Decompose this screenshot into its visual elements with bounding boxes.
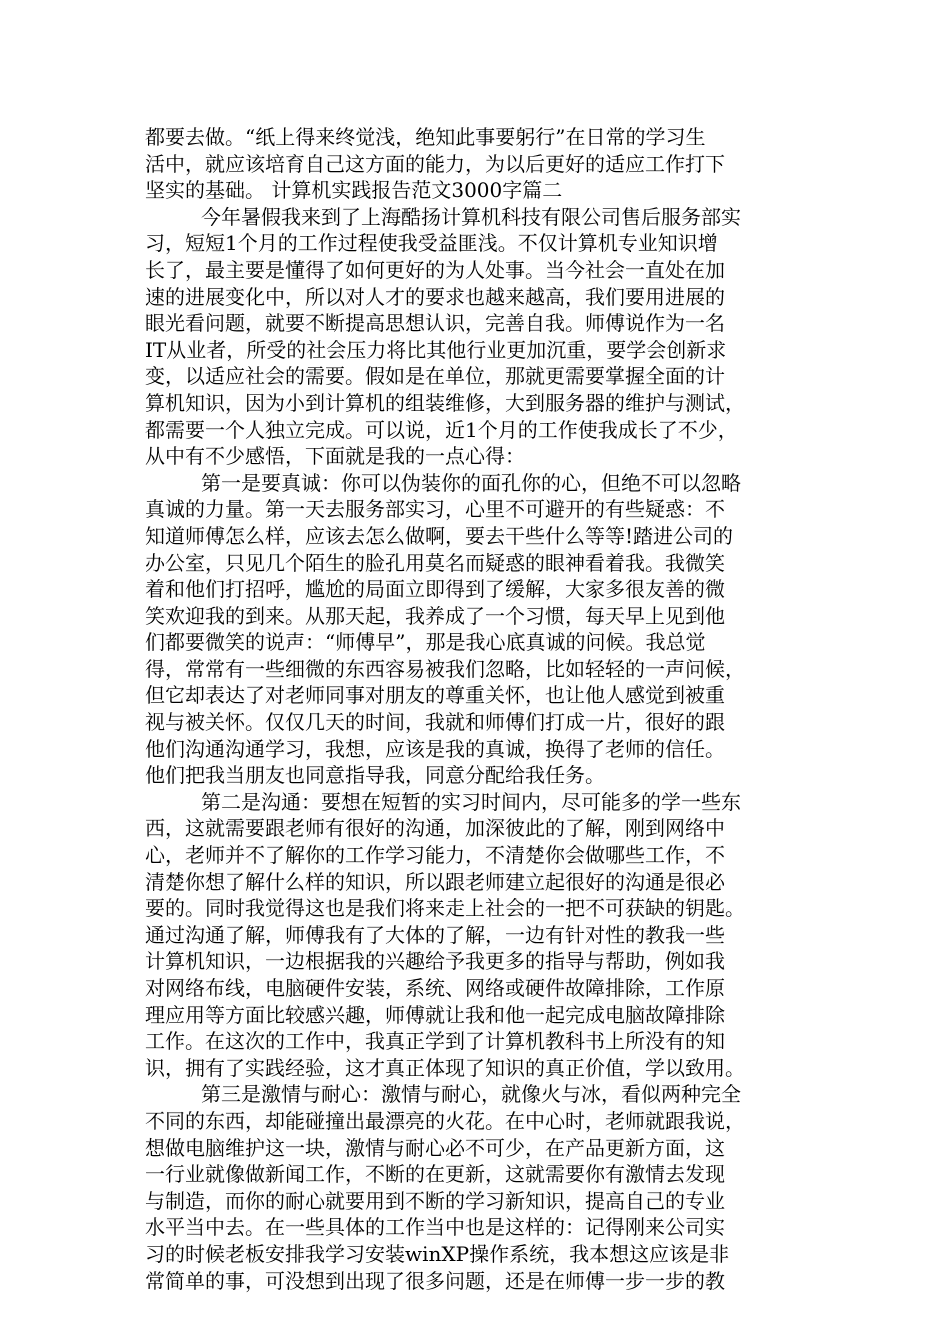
document-page bbox=[145, 124, 810, 1294]
text-line: 速的进展变化中，所以对人才的要求也越来越高，我们要用进展的 bbox=[145, 284, 725, 309]
text-line: 视与被关怀。仅仅几天的时间，我就和师傅们打成一片，很好的跟 bbox=[145, 710, 725, 735]
text-line: 笑欢迎我的到来。从那天起，我养成了一个习惯，每天早上见到他 bbox=[145, 603, 725, 628]
text-line: 着和他们打招呼，尴尬的局面立即得到了缓解，大家多很友善的微 bbox=[145, 577, 725, 602]
text-line: 第一是要真诚：你可以伪装你的面孔你的心，但绝不可以忽略 bbox=[201, 470, 741, 495]
text-line: 不同的东西，却能碰撞出最漂亮的火花。在中心时，老师就跟我说， bbox=[145, 1108, 745, 1133]
text-line: IT从业者，所受的社会压力将比其他行业更加沉重，要学会创新求 bbox=[145, 337, 727, 362]
text-line: 但它却表达了对老师同事对朋友的尊重关怀，也让他人感觉到被重 bbox=[145, 683, 725, 708]
text-line: 长了，最主要是懂得了如何更好的为人处事。当今社会一直处在加 bbox=[145, 257, 725, 282]
text-line: 他们把我当朋友也同意指导我，同意分配给我任务。 bbox=[145, 763, 605, 788]
text-line: 习，短短1个月的工作过程使我受益匪浅。不仅计算机专业知识增 bbox=[145, 231, 718, 256]
text-line: 今年暑假我来到了上海酷扬计算机科技有限公司售后服务部实 bbox=[201, 204, 741, 229]
text-line: 识，拥有了实践经验，这才真正体现了知识的真正价值，学以致用。 bbox=[145, 1055, 745, 1080]
text-line: 想做电脑维护这一块，激情与耐心必不可少，在产品更新方面，这 bbox=[145, 1135, 725, 1160]
text-line: 清楚你想了解什么样的知识，所以跟老师建立起很好的沟通是很必 bbox=[145, 869, 725, 894]
text-line: 要的。同时我觉得这也是我们将来走上社会的一把不可获缺的钥匙。 bbox=[145, 896, 745, 921]
text-line: 一行业就像做新闻工作，不断的在更新，这就需要你有激情去发现 bbox=[145, 1162, 725, 1187]
text-line: 西，这就需要跟老师有很好的沟通，加深彼此的了解，刚到网络中 bbox=[145, 816, 725, 841]
text-line: 习的时候老板安排我学习安装winXP操作系统，我本想这应该是非 bbox=[145, 1241, 730, 1266]
text-line: 知道师傅怎么样，应该去怎么做啊，要去干些什么等等!踏进公司的 bbox=[145, 523, 734, 548]
text-line: 坚实的基础。 计算机实践报告范文3000字篇二 bbox=[145, 178, 563, 203]
text-line: 理应用等方面比较感兴趣，师傅就让我和他一起完成电脑故障排除 bbox=[145, 1002, 725, 1027]
text-line: 与制造，而你的耐心就要用到不断的学习新知识，提高自己的专业 bbox=[145, 1188, 725, 1213]
text-line: 活中，就应该培育自己这方面的能力，为以后更好的适应工作打下 bbox=[145, 151, 725, 176]
text-line: 算机知识，因为小到计算机的组装维修，大到服务器的维护与测试， bbox=[145, 390, 745, 415]
text-line: 第二是沟通：要想在短暂的实习时间内，尽可能多的学一些东 bbox=[201, 789, 741, 814]
text-line: 眼光看问题，就要不断提高思想认识，完善自我。师傅说作为一名 bbox=[145, 311, 725, 336]
text-line: 心，老师并不了解你的工作学习能力，不清楚你会做哪些工作，不 bbox=[145, 843, 725, 868]
text-line: 都要去做。“纸上得来终觉浅，绝知此事要躬行”在日常的学习生 bbox=[145, 125, 706, 149]
text-line: 对网络布线，电脑硬件安装，系统、网络或硬件故障排除，工作原 bbox=[145, 976, 725, 1000]
text-line: 真诚的力量。第一天去服务部实习，心里不可避开的有些疑惑：不 bbox=[145, 497, 725, 522]
text-line: 第三是激情与耐心：激情与耐心，就像火与冰，看似两种完全 bbox=[201, 1082, 741, 1107]
text-line: 计算机知识，一边根据我的兴趣给予我更多的指导与帮助，例如我 bbox=[145, 949, 725, 974]
text-line: 通过沟通了解，师傅我有了大体的了解，一边有针对性的教我一些 bbox=[145, 922, 725, 947]
text-line: 从中有不少感悟，下面就是我的一点心得： bbox=[145, 444, 525, 469]
text-line: 变，以适应社会的需要。假如是在单位，那就更需要掌握全面的计 bbox=[145, 364, 725, 389]
text-line: 办公室，只见几个陌生的脸孔用莫名而疑惑的眼神看着我。我微笑 bbox=[145, 550, 725, 575]
text-line: 都需要一个人独立完成。可以说，近1个月的工作使我成长了不少， bbox=[145, 417, 738, 442]
text-line: 常简单的事，可没想到出现了很多问题，还是在师傅一步一步的教 bbox=[145, 1268, 725, 1293]
text-line: 们都要微笑的说声：“师傅早”，那是我心底真诚的问候。我总觉 bbox=[145, 630, 706, 655]
text-line: 工作。在这次的工作中，我真正学到了计算机教科书上所没有的知 bbox=[145, 1029, 725, 1054]
text-line: 水平当中去。在一些具体的工作当中也是这样的：记得刚来公司实 bbox=[145, 1215, 725, 1240]
text-line: 他们沟通沟通学习，我想，应该是我的真诚，换得了老师的信任。 bbox=[145, 736, 725, 761]
text-line: 得，常常有一些细微的东西容易被我们忽略，比如轻轻的一声问候， bbox=[145, 656, 745, 681]
